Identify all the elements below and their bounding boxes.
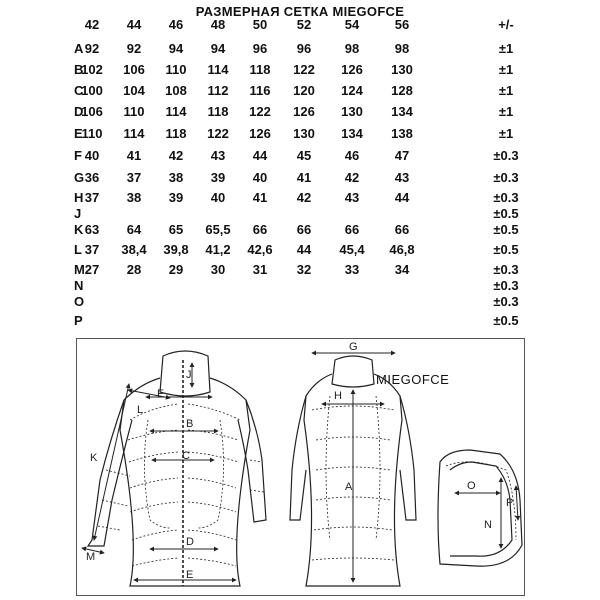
table-cell: 134	[341, 126, 363, 141]
table-cell: 45,4	[339, 242, 365, 257]
label-o: O	[467, 480, 476, 492]
table-cell: 64	[126, 222, 142, 237]
table-cell: 30	[210, 262, 226, 277]
row-label: D	[74, 104, 84, 119]
table-cell: 41	[252, 190, 268, 205]
table-cell: 138	[391, 126, 413, 141]
table-cell: 65,5	[205, 222, 231, 237]
brand-label: MIEGOFCE	[376, 372, 450, 387]
table-cell: 126	[293, 104, 315, 119]
size-header: 52	[296, 17, 312, 32]
row-label: G	[74, 170, 85, 185]
table-cell: 130	[391, 62, 413, 77]
table-cell: 63	[84, 222, 100, 237]
table-cell: 112	[207, 83, 229, 98]
table-cell: 66	[344, 222, 360, 237]
table-cell: 126	[249, 126, 271, 141]
table-cell: 47	[394, 148, 410, 163]
label-h: H	[334, 390, 342, 402]
table-cell: 42	[296, 190, 312, 205]
table-cell: 46	[344, 148, 360, 163]
table-cell: 120	[293, 83, 315, 98]
table-cell: 42,6	[247, 242, 273, 257]
table-cell: 126	[341, 62, 363, 77]
table-cell: 110	[165, 62, 187, 77]
table-cell: 42	[168, 148, 184, 163]
tolerance-cell: ±1	[498, 104, 514, 119]
table-cell: 39	[210, 170, 226, 185]
table-cell: 66	[252, 222, 268, 237]
table-cell: 27	[84, 262, 100, 277]
row-label: A	[74, 41, 84, 56]
table-cell: 106	[81, 104, 103, 119]
row-label: K	[74, 222, 84, 237]
row-label: C	[74, 83, 84, 98]
table-cell: 32	[296, 262, 312, 277]
size-header: 56	[394, 17, 410, 32]
table-cell: 42	[344, 170, 360, 185]
tolerance-cell: ±0.5	[493, 242, 519, 257]
table-cell: 122	[293, 62, 315, 77]
table-cell: 118	[165, 126, 187, 141]
table-cell: 44	[296, 242, 312, 257]
row-label: H	[74, 190, 84, 205]
label-a: A	[345, 481, 353, 493]
size-header: 48	[210, 17, 226, 32]
table-cell: 114	[123, 126, 145, 141]
table-cell: 96	[296, 41, 312, 56]
tolerance-cell: ±0.5	[493, 206, 519, 221]
table-cell: 29	[168, 262, 184, 277]
table-cell: 130	[341, 104, 363, 119]
tolerance-cell: ±0.5	[493, 222, 519, 237]
row-label: F	[74, 148, 82, 163]
table-cell: 43	[344, 190, 360, 205]
table-cell: 44	[252, 148, 268, 163]
label-b: B	[186, 418, 194, 430]
tolerance-cell: ±0.5	[493, 313, 519, 328]
table-cell: 36	[84, 170, 100, 185]
table-cell: 37	[84, 190, 100, 205]
table-cell: 40	[210, 190, 226, 205]
table-cell: 134	[391, 104, 413, 119]
tolerance-cell: ±0.3	[493, 170, 519, 185]
table-cell: 94	[210, 41, 226, 56]
table-cell: 37	[126, 170, 142, 185]
label-l: L	[137, 404, 144, 416]
table-cell: 94	[168, 41, 184, 56]
row-label: J	[74, 206, 82, 221]
label-n: N	[484, 519, 492, 531]
table-cell: 41	[296, 170, 312, 185]
table-cell: 41	[126, 148, 142, 163]
table-cell: 106	[123, 62, 145, 77]
tolerance-cell: ±0.3	[493, 148, 519, 163]
label-e: E	[186, 569, 194, 581]
label-j: J	[186, 369, 192, 381]
tolerance-cell: ±0.3	[493, 262, 519, 277]
table-cell: 116	[249, 83, 271, 98]
table-cell: 96	[252, 41, 268, 56]
table-cell: 108	[165, 83, 187, 98]
table-cell: 28	[126, 262, 142, 277]
tolerance-cell: ±0.3	[493, 278, 519, 293]
size-header: 50	[252, 17, 268, 32]
table-cell: 100	[81, 83, 103, 98]
table-cell: 92	[84, 41, 100, 56]
table-cell: 130	[293, 126, 315, 141]
size-header: 42	[84, 17, 100, 32]
table-cell: 122	[207, 126, 229, 141]
tolerance-cell: ±1	[498, 41, 514, 56]
size-header: 46	[168, 17, 184, 32]
table-cell: 65	[168, 222, 184, 237]
size-header: 44	[126, 17, 142, 32]
row-label: M	[74, 262, 85, 277]
table-cell: 38,4	[121, 242, 147, 257]
table-cell: 39	[168, 190, 184, 205]
label-p: P	[506, 497, 514, 509]
label-m: M	[86, 551, 96, 563]
row-label: L	[74, 242, 82, 257]
tolerance-cell: ±0.3	[493, 294, 519, 309]
tolerance-cell: ±1	[498, 62, 514, 77]
table-cell: 34	[394, 262, 410, 277]
label-f: F	[157, 388, 164, 400]
table-cell: 40	[252, 170, 268, 185]
tolerance-header: +/-	[498, 17, 514, 32]
table-cell: 38	[126, 190, 142, 205]
table-cell: 110	[123, 104, 145, 119]
table-cell: 92	[126, 41, 142, 56]
table-cell: 114	[207, 62, 229, 77]
table-cell: 39,8	[163, 242, 189, 257]
table-cell: 128	[391, 83, 413, 98]
table-cell: 66	[394, 222, 410, 237]
table-cell: 33	[344, 262, 360, 277]
tolerance-cell: ±1	[498, 126, 514, 141]
table-cell: 44	[394, 190, 410, 205]
label-c: C	[182, 450, 190, 462]
label-g: G	[349, 341, 358, 353]
table-cell: 98	[344, 41, 360, 56]
size-header: 54	[344, 17, 360, 32]
garment-diagram-panel	[76, 338, 525, 596]
table-cell: 37	[84, 242, 100, 257]
row-label: N	[74, 278, 84, 293]
table-cell: 38	[168, 170, 184, 185]
table-cell: 43	[394, 170, 410, 185]
page-title: РАЗМЕРНАЯ СЕТКА MIEGOFCE	[195, 4, 405, 19]
table-cell: 102	[81, 62, 103, 77]
table-cell: 118	[249, 62, 271, 77]
tolerance-cell: ±0.3	[493, 190, 519, 205]
tolerance-cell: ±1	[498, 83, 514, 98]
row-label: E	[74, 126, 83, 141]
table-cell: 43	[210, 148, 226, 163]
label-d: D	[186, 536, 194, 548]
table-cell: 31	[252, 262, 268, 277]
table-cell: 41,2	[205, 242, 231, 257]
table-cell: 124	[341, 83, 363, 98]
table-cell: 46,8	[389, 242, 415, 257]
table-cell: 114	[165, 104, 187, 119]
table-cell: 40	[84, 148, 100, 163]
row-label: P	[74, 313, 83, 328]
table-cell: 118	[207, 104, 229, 119]
table-cell: 104	[123, 83, 145, 98]
table-cell: 98	[394, 41, 410, 56]
table-cell: 122	[249, 104, 271, 119]
table-cell: 45	[296, 148, 312, 163]
table-cell: 110	[81, 126, 103, 141]
label-k: K	[90, 452, 98, 464]
table-cell: 66	[296, 222, 312, 237]
row-label: B	[74, 62, 84, 77]
row-label: O	[74, 294, 85, 309]
